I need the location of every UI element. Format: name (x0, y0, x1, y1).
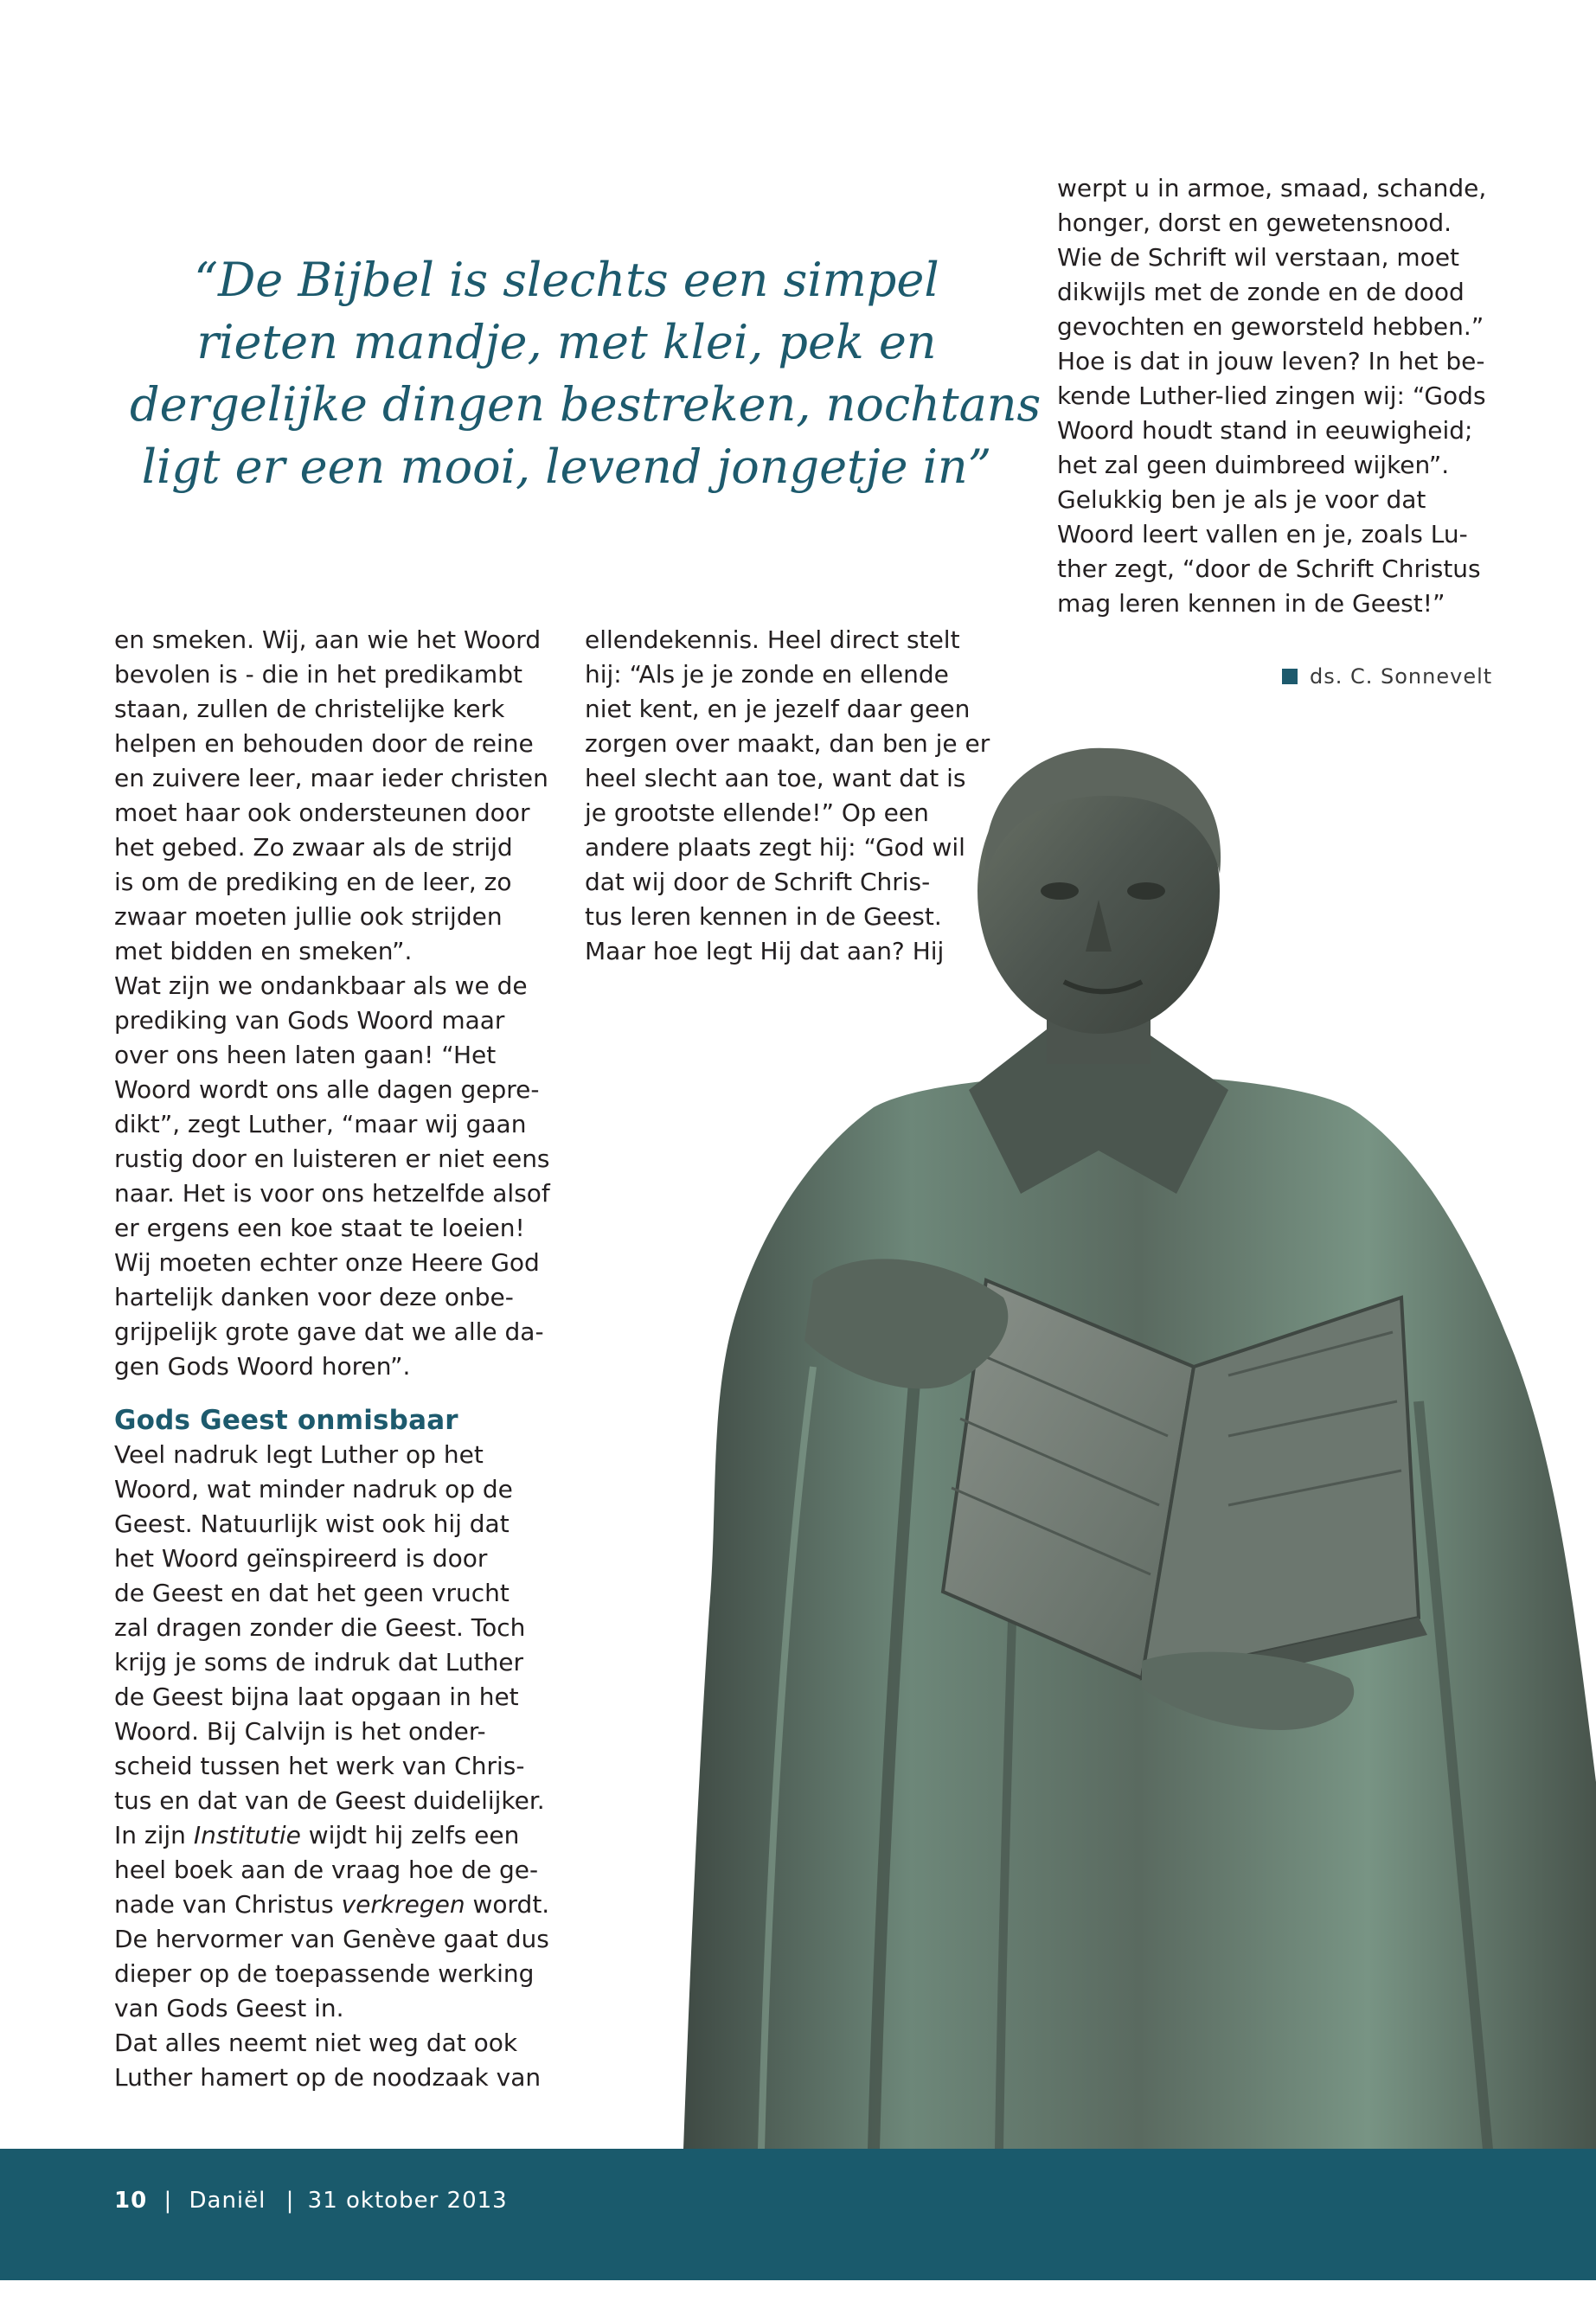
text-line: tus en dat van de Geest duidelijker. (114, 1786, 545, 1815)
pull-quote-line: dergelijke dingen bestreken, nochtans (130, 377, 1042, 432)
text-line: scheid tussen het werk van Chris- (114, 1752, 525, 1780)
text-line: zal dragen zonder die Geest. Toch (114, 1613, 526, 1642)
text-line: gevochten en geworsteld hebben.” (1057, 312, 1484, 341)
page-footer (114, 2187, 508, 2214)
text-line: Woord, wat minder nadruk op de (114, 1475, 513, 1503)
text-line: hij: “Als je je zonde en ellende (585, 660, 949, 689)
text-line: is om de prediking en de leer, zo (114, 868, 512, 896)
text-line: werpt u in armoe, smaad, schande, (1057, 174, 1487, 202)
text-line: gen Gods Woord horen”. (114, 1352, 411, 1381)
text-line: ellendekennis. Heel direct stelt (585, 625, 960, 654)
text-line: je grootste ellende!” Op een (585, 798, 929, 827)
text-line: heel boek aan de vraag hoe de ge- (114, 1856, 539, 1884)
text-line: Wat zijn we ondankbaar als we de (114, 971, 528, 1000)
text-line: Dat alles neemt niet weg dat ook (114, 2029, 518, 2057)
text-fragment: wordt. (465, 1890, 550, 1919)
text-line: Woord. Bij Calvijn is het onder- (114, 1717, 486, 1746)
text-line: Luther hamert op de noodzaak van (114, 2063, 542, 2092)
book-title: Institutie (193, 1821, 301, 1849)
footer-separator: | (285, 2188, 295, 2214)
text-line: Geest. Natuurlijk wist ook hij dat (114, 1509, 510, 1538)
text-fragment: nade van Christus (114, 1890, 342, 1919)
text-line: Maar hoe legt Hij dat aan? Hij (585, 937, 945, 965)
text-line: Veel nadruk legt Luther op het (114, 1440, 484, 1469)
text-line: zwaar moeten jullie ook strijden (114, 902, 503, 931)
pull-quote-line: “De Bijbel is slechts een simpel (194, 253, 939, 307)
text-line (114, 1818, 564, 1853)
pull-quote-line: rieten mandje, met klei, pek en (196, 315, 937, 369)
text-line: dikt”, zegt Luther, “maar wij gaan (114, 1110, 527, 1138)
text-line: over ons heen laten gaan! “Het (114, 1041, 497, 1069)
text-line: Hoe is dat in jouw leven? In het be- (1057, 347, 1485, 375)
text-line: naar. Het is voor ons hetzelfde alsof (114, 1179, 550, 1208)
text-line: De hervormer van Genève gaat dus (114, 1925, 549, 1953)
text-line: de Geest bijna laat opgaan in het (114, 1682, 519, 1711)
text-line: heel slecht aan toe, want dat is (585, 764, 966, 792)
emphasis: verkregen (341, 1890, 465, 1919)
text-line: er ergens een koe staat te loeien! (114, 1214, 525, 1242)
author-name: ds. C. Sonnevelt (1310, 664, 1493, 689)
text-line: dat wij door de Schrift Chris- (585, 868, 931, 896)
text-line: het zal geen duimbreed wijken”. (1057, 451, 1450, 479)
text-line: Woord wordt ons alle dagen gepre- (114, 1075, 540, 1104)
text-line: zorgen over maakt, dan ben je er (585, 729, 990, 758)
pull-quote (130, 249, 1042, 498)
text-line: dikwijls met de zonde en de dood (1057, 278, 1465, 306)
text-line: krijg je soms de indruk dat Luther (114, 1648, 524, 1676)
column-3 (1057, 171, 1490, 621)
text-line: met bidden en smeken”. (114, 937, 413, 965)
text-line: dieper op de toepassende werking (114, 1959, 535, 1988)
text-line: Woord leert vallen en je, zoals Lu- (1057, 520, 1468, 548)
square-bullet-icon (1282, 669, 1298, 684)
text-line: het Woord geïnspireerd is door (114, 1544, 488, 1573)
text-line: en smeken. Wij, aan wie het Woord (114, 625, 542, 654)
text-line: van Gods Geest in. (114, 1994, 344, 2022)
section-heading: Gods Geest onmisbaar (114, 1405, 458, 1436)
text-line: tus leren kennen in de Geest. (585, 902, 942, 931)
text-line: moet haar ook ondersteunen door (114, 798, 530, 827)
text-line: de Geest en dat het geen vrucht (114, 1579, 510, 1607)
text-line: staan, zullen de christelijke kerk (114, 695, 505, 723)
text-line: prediking van Gods Woord maar (114, 1006, 505, 1035)
text-line: hartelijk danken voor deze onbe- (114, 1283, 514, 1311)
text-line (114, 1888, 564, 1922)
text-line: Wij moeten echter onze Heere God (114, 1248, 540, 1277)
text-line: Wie de Schrift wil verstaan, moet (1057, 243, 1460, 272)
text-line: het gebed. Zo zwaar als de strijd (114, 833, 513, 862)
text-line: Gelukkig ben je als je voor dat (1057, 485, 1426, 514)
text-line: grijpelijk grote gave dat we alle da- (114, 1317, 544, 1346)
text-line: en zuivere leer, maar ieder christen (114, 764, 548, 792)
text-line: honger, dorst en gewetensnood. (1057, 208, 1452, 237)
text-line: mag leren kennen in de Geest!” (1057, 589, 1445, 618)
text-line: Woord houdt stand in eeuwigheid; (1057, 416, 1473, 445)
pull-quote-line: ligt er een mooi, levend jongetje in” (141, 439, 992, 494)
issue-date: 31 oktober 2013 (307, 2188, 508, 2214)
text-fragment: wijdt hij zelfs een (300, 1821, 520, 1849)
column-1 (114, 623, 564, 2095)
text-line: bevolen is - die in het predikambt (114, 660, 522, 689)
text-line: kende Luther-lied zingen wij: “Gods (1057, 381, 1486, 410)
magazine-name: Daniël (189, 2188, 266, 2214)
author-byline (1282, 663, 1492, 690)
text-line: helpen en behouden door de reine (114, 729, 534, 758)
column-2 (585, 623, 990, 969)
text-line: andere plaats zegt hij: “God wil (585, 833, 965, 862)
text-line: ther zegt, “door de Schrift Christus (1057, 554, 1481, 583)
text-line: niet kent, en je jezelf daar geen (585, 695, 971, 723)
footer-separator: | (163, 2188, 173, 2214)
footer-band (0, 2149, 1596, 2280)
text-fragment: In zijn (114, 1821, 194, 1849)
page-number: 10 (114, 2188, 148, 2214)
text-line: rustig door en luisteren er niet eens (114, 1144, 550, 1173)
